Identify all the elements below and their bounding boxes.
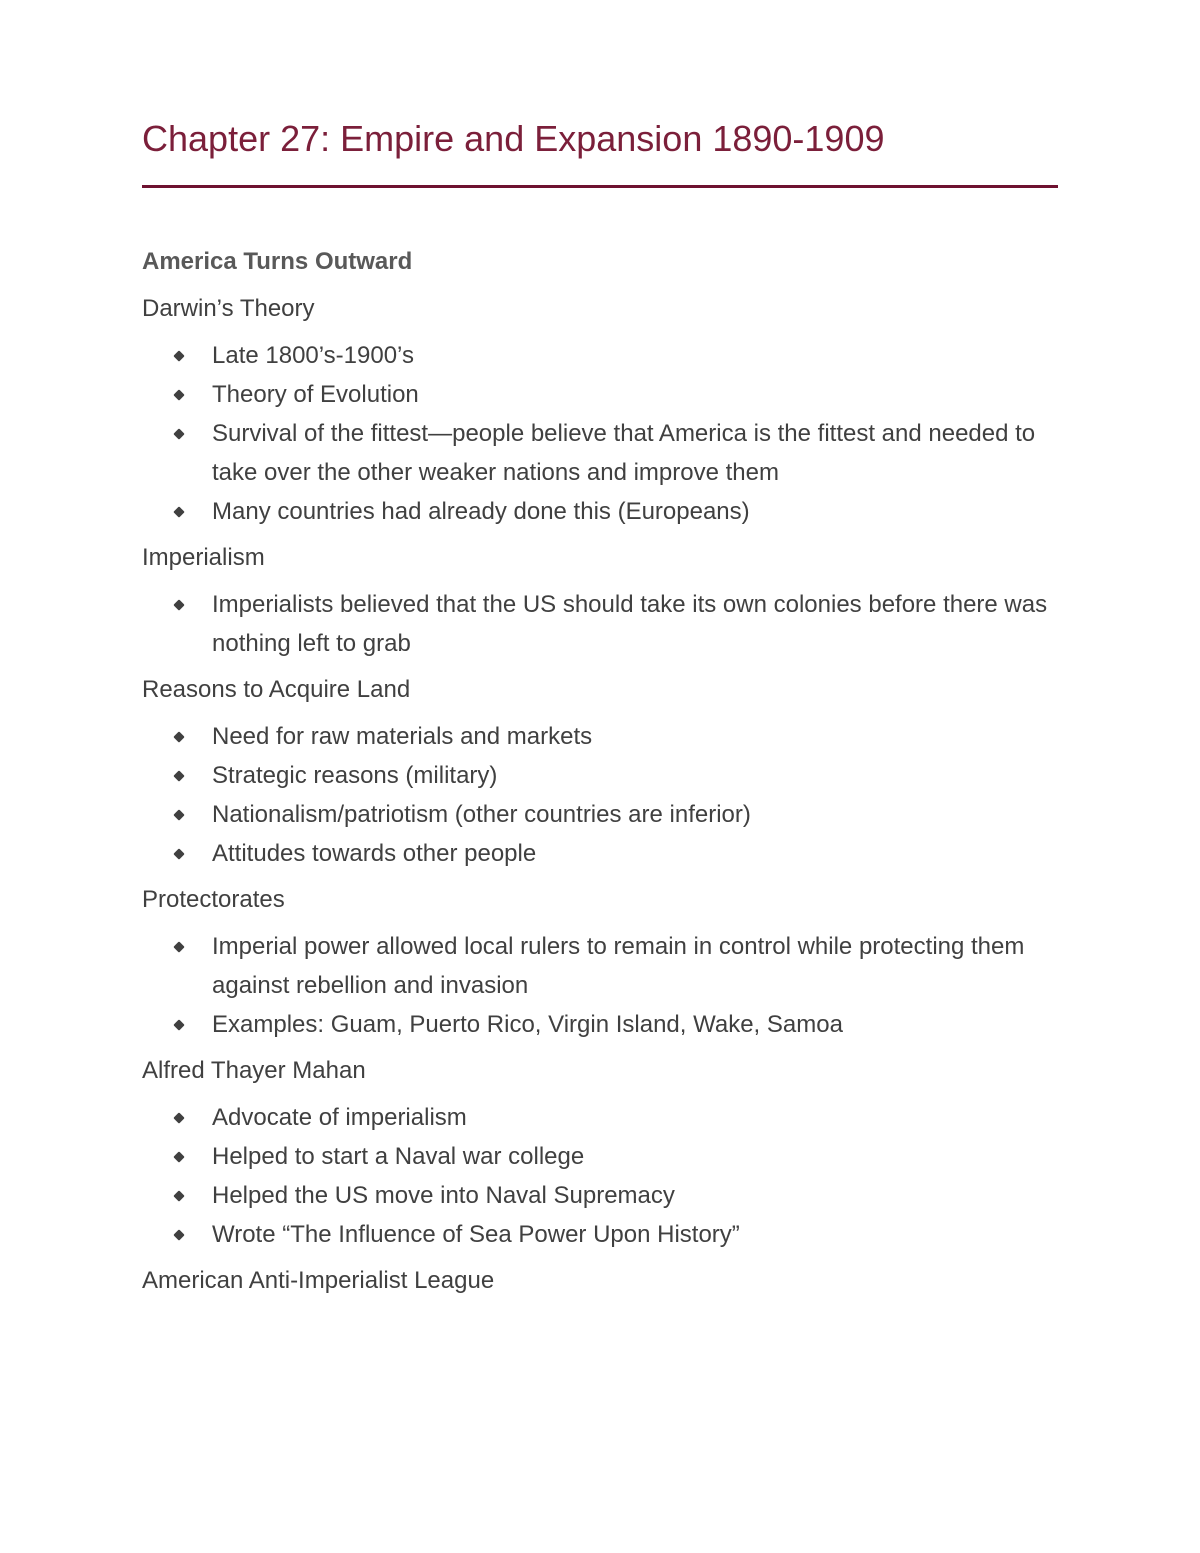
list-item	[142, 414, 1058, 492]
bullet-list	[142, 717, 1058, 873]
topic-heading: Protectorates	[142, 886, 285, 913]
topics-container	[142, 291, 1058, 1299]
bullet-diamond-icon	[173, 1151, 184, 1162]
bullet-text: Theory of Evolution	[212, 381, 419, 408]
bullet-text: Attitudes towards other people	[212, 840, 537, 867]
topic-heading: Alfred Thayer Mahan	[142, 1057, 366, 1084]
bullet-diamond-icon	[173, 770, 184, 781]
bullet-diamond-icon	[173, 389, 184, 400]
bullet-diamond-icon	[173, 350, 184, 361]
bullet-diamond-icon	[173, 1190, 184, 1201]
topic-heading: Darwin’s Theory	[142, 295, 315, 322]
list-item	[142, 492, 1058, 531]
bullet-text: Helped the US move into Naval Supremacy	[212, 1182, 675, 1209]
list-item	[142, 927, 1058, 1005]
topic-heading: American Anti-Imperialist League	[142, 1267, 495, 1294]
topic-heading: Imperialism	[142, 544, 265, 571]
bullet-list	[142, 927, 1058, 1044]
bullet-diamond-icon	[173, 848, 184, 859]
bullet-text: Strategic reasons (military)	[212, 762, 498, 789]
document-body	[142, 244, 1058, 1308]
list-item	[142, 1137, 1058, 1176]
list-item	[142, 336, 1058, 375]
bullet-diamond-icon	[173, 941, 184, 952]
bullet-text: Helped to start a Naval war college	[212, 1143, 585, 1170]
bullet-text: Wrote “The Influence of Sea Power Upon History”	[212, 1221, 740, 1248]
page-title: Chapter 27: Empire and Expansion 1890-1909	[142, 118, 885, 159]
bullet-text: Late 1800’s-1900’s	[212, 342, 414, 369]
bullet-diamond-icon	[173, 809, 184, 820]
bullet-diamond-icon	[173, 1229, 184, 1240]
list-item	[142, 1005, 1058, 1044]
bullet-text: Need for raw materials and markets	[212, 723, 593, 750]
list-item	[142, 834, 1058, 873]
bullet-text: Imperialists believed that the US should take its own colonies before there was nothing left to grab	[212, 591, 1048, 657]
list-item	[142, 795, 1058, 834]
list-item	[142, 585, 1058, 663]
bullet-text: Advocate of imperialism	[212, 1104, 467, 1131]
bullet-diamond-icon	[173, 428, 184, 439]
list-item	[142, 756, 1058, 795]
bullet-diamond-icon	[173, 1112, 184, 1123]
bullet-diamond-icon	[173, 506, 184, 517]
bullet-diamond-icon	[173, 731, 184, 742]
topic-heading: Reasons to Acquire Land	[142, 676, 411, 703]
section-heading: America Turns Outward	[142, 248, 413, 275]
bullet-diamond-icon	[173, 599, 184, 610]
list-item	[142, 1215, 1058, 1254]
bullet-text: Survival of the fittest—people believe that America is the fittest and needed to take over the other weaker nations and improve them	[212, 420, 1036, 486]
bullet-list	[142, 336, 1058, 531]
list-item	[142, 1098, 1058, 1137]
list-item	[142, 375, 1058, 414]
title-divider	[142, 185, 1058, 188]
list-item	[142, 1176, 1058, 1215]
bullet-list	[142, 1098, 1058, 1254]
bullet-diamond-icon	[173, 1019, 184, 1030]
bullet-text: Examples: Guam, Puerto Rico, Virgin Island, Wake, Samoa	[212, 1011, 843, 1038]
bullet-text: Imperial power allowed local rulers to remain in control while protecting them against rebellion and invasion	[212, 933, 1025, 999]
list-item	[142, 717, 1058, 756]
bullet-text: Nationalism/patriotism (other countries are inferior)	[212, 801, 751, 828]
bullet-list	[142, 585, 1058, 663]
bullet-text: Many countries had already done this (Europeans)	[212, 498, 750, 525]
